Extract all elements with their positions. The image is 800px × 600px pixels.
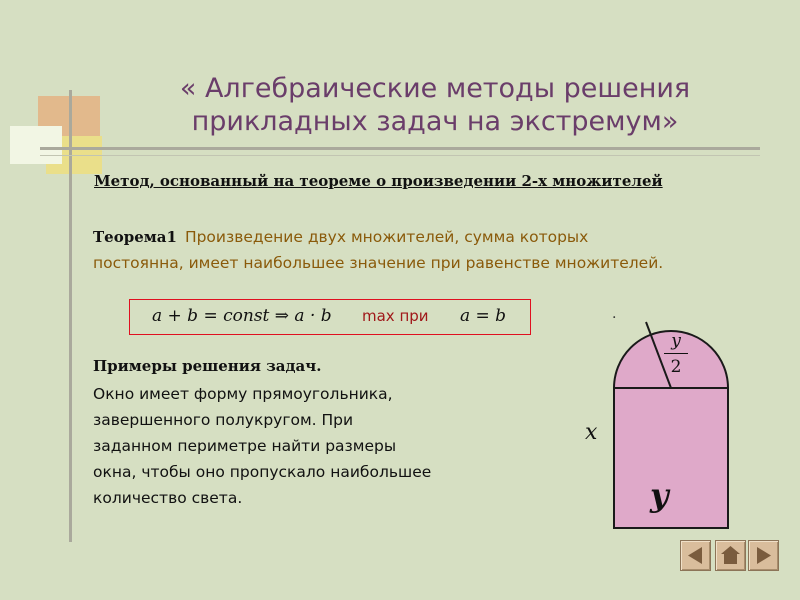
formula-condition: a + b = const ⇒ a · b: [152, 306, 332, 326]
problem-line: окна, чтобы оно пропускало наибольшее: [93, 463, 432, 481]
theorem-label: Теорема1: [93, 228, 177, 246]
decor-light-square: [10, 126, 62, 164]
slide-title: [110, 72, 760, 138]
radius-label-denominator: 2: [670, 357, 682, 377]
method-subheading: Метод, основанный на теореме о произведении 2-х множителей: [94, 172, 663, 190]
examples-heading: Примеры решения задач.: [93, 357, 322, 375]
slide-title-line-1: « Алгебраические методы решения: [179, 73, 691, 104]
decor-vertical-line: [69, 90, 72, 542]
window-rectangle: [614, 388, 728, 528]
slide-title-line-2: прикладных задач на экстремум»: [191, 106, 679, 137]
problem-line: завершенного полукругом. При: [93, 411, 354, 429]
decor-horizontal-line-thin: [40, 155, 760, 156]
width-label: y: [650, 476, 669, 514]
formula-equality: a = b: [460, 306, 507, 326]
radius-label: [662, 332, 690, 376]
formula-max-when: max при: [362, 307, 429, 325]
height-label: x: [585, 420, 598, 445]
theorem-block: [93, 224, 668, 276]
home-icon: [716, 541, 745, 570]
triangle-right-icon: [749, 541, 778, 570]
radius-label-numerator: y: [671, 331, 681, 351]
problem-text: [93, 381, 493, 511]
next-slide-button[interactable]: [748, 540, 779, 571]
previous-slide-button[interactable]: [680, 540, 711, 571]
formula-box: [129, 299, 531, 335]
theorem-text: Произведение двух множителей, сумма которых постоянна, имеет наибольшее значение при равенстве множителей.: [93, 228, 664, 272]
problem-line: Окно имеет форму прямоугольника,: [93, 385, 393, 403]
stray-dot: .: [612, 306, 617, 322]
decor-horizontal-line: [40, 147, 760, 150]
problem-line: количество света.: [93, 489, 243, 507]
triangle-left-icon: [681, 541, 710, 570]
home-slide-button[interactable]: [715, 540, 746, 571]
fraction-bar: [664, 353, 688, 354]
problem-line: заданном периметре найти размеры: [93, 437, 397, 455]
